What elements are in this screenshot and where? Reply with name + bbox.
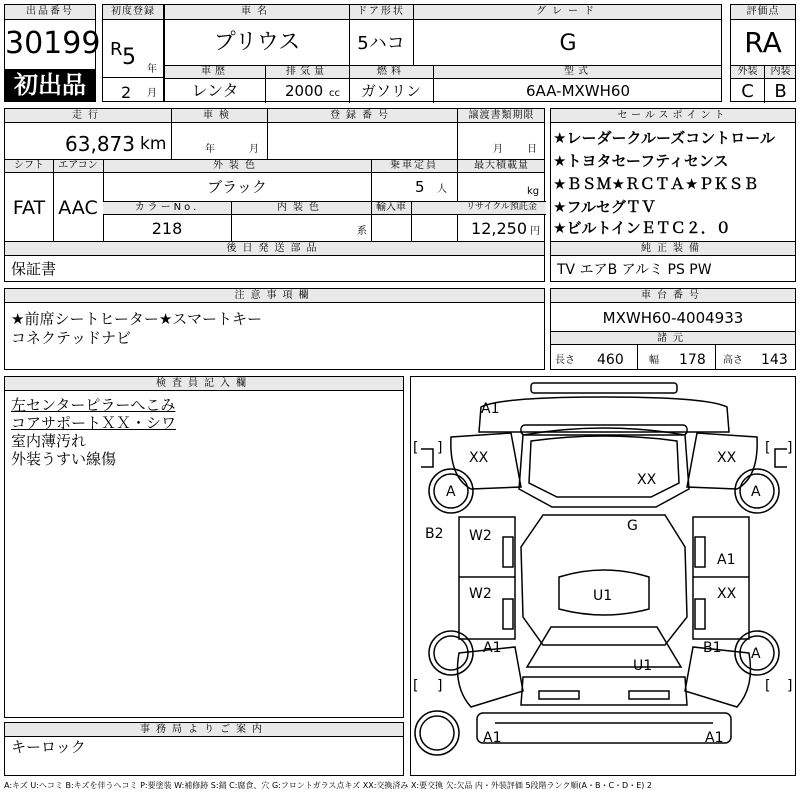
damage-mark: B2 [425, 526, 444, 542]
damage-mark: A1 [717, 552, 736, 568]
recycle-label: リサイクル預託金 [466, 202, 537, 212]
fuel-label: 燃料 [377, 66, 405, 77]
rating-label: 評価点 [731, 5, 795, 20]
diagram-bracket: [ [765, 678, 771, 694]
accessories-value: 保証書 [11, 260, 57, 278]
inspection-month-unit: 月 [249, 144, 259, 155]
accessories-label: 後日発送部品 [5, 242, 544, 256]
registration-box [102, 4, 164, 102]
capacity-label: 乗車定員 [390, 160, 438, 171]
inspector-line: コアサポートＸＸ・シワ [11, 414, 177, 432]
diagram-bracket: ] [437, 440, 443, 456]
model-label: 型式 [564, 66, 592, 77]
capacity-value: 5 [415, 178, 425, 196]
lot-box [4, 4, 101, 102]
model-value: 6AA-MXWH60 [526, 82, 630, 100]
diagram-bracket: ] [787, 440, 793, 456]
sales-item: ★ビルトインＥＴＣ２．０ [553, 219, 731, 237]
equipment-value: TV エアB アルミ PS PW [557, 262, 712, 278]
load-label: 最大積載量 [474, 160, 529, 171]
color-no-label: カラーNo. [134, 202, 200, 213]
exterior-grade-value: C [741, 81, 754, 102]
dims-label: 諸元 [551, 332, 795, 345]
fuel-value: ガソリン [360, 82, 421, 100]
height-label: 高さ [723, 355, 743, 366]
regno-label: 登録番号 [330, 110, 394, 121]
width-label: 幅 [649, 355, 659, 366]
recycle-unit: 円 [530, 226, 540, 237]
transfer-label: 譲渡書類期限 [468, 110, 535, 121]
import-label: 輸入車 [376, 202, 406, 213]
capacity-unit: 人 [437, 184, 447, 195]
mileage-unit: km [140, 134, 167, 154]
mileage-label: 走行 [72, 110, 104, 121]
damage-diagram [410, 376, 796, 776]
damage-mark: W2 [469, 586, 492, 602]
door-value: 5ハコ [357, 33, 405, 54]
color-no-value: 218 [151, 219, 183, 238]
grade-value: G [559, 31, 577, 56]
diagram-bracket: ] [437, 678, 443, 694]
exterior-grade-label: 外装 [737, 66, 758, 77]
inspector-line: 左センターピラーへこみ [11, 396, 176, 414]
inspection-label: 車検 [203, 110, 235, 121]
car-outline [411, 377, 797, 777]
damage-mark: A [751, 646, 761, 662]
exterior-value: ブラック [207, 178, 267, 196]
chassis-label: 車台番号 [551, 289, 795, 303]
sales-item: ★フルセグＴＶ [553, 198, 656, 216]
sales-item: ★レーダークルーズコントロール [553, 129, 775, 147]
damage-mark: XX [717, 586, 737, 602]
ac-value: AAC [58, 197, 98, 219]
inspector-line: 外装うすい線傷 [11, 450, 117, 468]
damage-mark: G [627, 518, 638, 534]
rating-value: RA [744, 26, 782, 59]
displacement-value: 2000 [285, 82, 324, 100]
damage-mark: B1 [703, 640, 722, 656]
shift-value: FAT [12, 197, 46, 219]
lot-number: 30199 [5, 26, 101, 61]
sales-box [550, 108, 796, 282]
lot-label: 出品番号 [5, 5, 95, 20]
damage-mark: XX [637, 472, 657, 488]
recycle-value: 12,250 [471, 219, 527, 238]
notes-line: ★前席シートヒーター★スマートキー [11, 310, 262, 328]
sales-item: ★トヨタセーフティセンス [553, 152, 729, 170]
transfer-day-unit: 日 [527, 144, 537, 155]
length-label: 長さ [555, 355, 575, 366]
damage-mark: W2 [469, 528, 492, 544]
diagram-bracket: ] [787, 678, 793, 694]
damage-mark: XX [717, 450, 737, 466]
inspector-box [4, 376, 404, 718]
diagram-bracket: [ [765, 440, 771, 456]
notes-box [4, 288, 545, 370]
damage-mark: A1 [483, 640, 502, 656]
grade-label: グレード [536, 6, 600, 17]
interior-grade-value: B [774, 81, 787, 102]
name-label: 車名 [241, 6, 273, 17]
door-label: ドア形状 [357, 6, 405, 17]
width-value: 178 [679, 352, 706, 368]
transfer-month-unit: 月 [493, 144, 503, 155]
damage-mark: U1 [593, 588, 613, 604]
interior-grade-label: 内装 [770, 66, 791, 77]
length-value: 460 [597, 352, 624, 368]
registration-month: 2 [121, 83, 132, 102]
registration-label: 初度登録 [103, 5, 163, 20]
damage-mark: A1 [483, 730, 502, 746]
chassis-value: MXWH60-4004933 [602, 309, 744, 327]
sales-item: ★ＢＳＭ★ＲＣＴＡ★ＰＫＳＢ [553, 175, 759, 193]
equipment-label: 純正装備 [551, 242, 795, 256]
inspector-label: 検査員記入欄 [5, 377, 403, 391]
exterior-label: 外装色 [213, 160, 261, 171]
sales-label: セールスポイント [551, 109, 795, 123]
office-value: キーロック [11, 738, 86, 756]
displacement-unit: cc [329, 88, 340, 99]
office-label: 事務局よりご案内 [5, 723, 403, 737]
interior-label: 内装色 [277, 202, 325, 213]
interior-unit: 系 [357, 226, 367, 237]
diagram-bracket: [ [413, 440, 419, 456]
mileage-value: 63,873 [65, 132, 135, 156]
damage-mark: U1 [633, 658, 653, 674]
damage-mark: A [751, 484, 761, 500]
load-unit: kg [527, 186, 540, 197]
diagram-bracket: [ [413, 678, 419, 694]
registration-era: R [110, 39, 123, 60]
footer-legend: A:キズ U:ヘコミ B:キズを伴うヘコミ P:要塗装 W:補修跡 S:錆 C:腐食、穴 G:フロントガラス点キズ XX:交換済み X:要交換 欠:欠品 内・外装評価 5段階ランク順(A・B・C・D・E) 2 [4, 781, 653, 790]
rating-box [730, 4, 796, 102]
damage-mark: A1 [481, 401, 500, 417]
first-listing-label: 初出品 [14, 71, 86, 99]
ac-label: エアコン [58, 160, 98, 171]
inspector-line: 室内薄汚れ [11, 432, 87, 450]
specs-box [4, 108, 545, 282]
height-value: 143 [761, 352, 788, 368]
shift-label: シフト [14, 160, 44, 171]
history-value: レンタ [191, 81, 239, 100]
office-box [4, 722, 404, 776]
displacement-label: 排気量 [286, 66, 328, 77]
vehicle-box [164, 4, 722, 102]
registration-year-unit: 年 [147, 64, 157, 75]
damage-mark: A [446, 484, 456, 500]
inspection-year-unit: 年 [205, 144, 215, 155]
notes-label: 注意事項欄 [5, 289, 544, 303]
damage-mark: XX [469, 450, 489, 466]
history-label: 車歴 [201, 66, 229, 77]
damage-mark: A1 [705, 730, 724, 746]
registration-year: 5 [122, 45, 136, 70]
name-value: プリウス [213, 30, 301, 55]
chassis-box [550, 288, 796, 370]
notes-line: コネクテッドナビ [11, 329, 132, 347]
registration-month-unit: 月 [147, 88, 157, 99]
